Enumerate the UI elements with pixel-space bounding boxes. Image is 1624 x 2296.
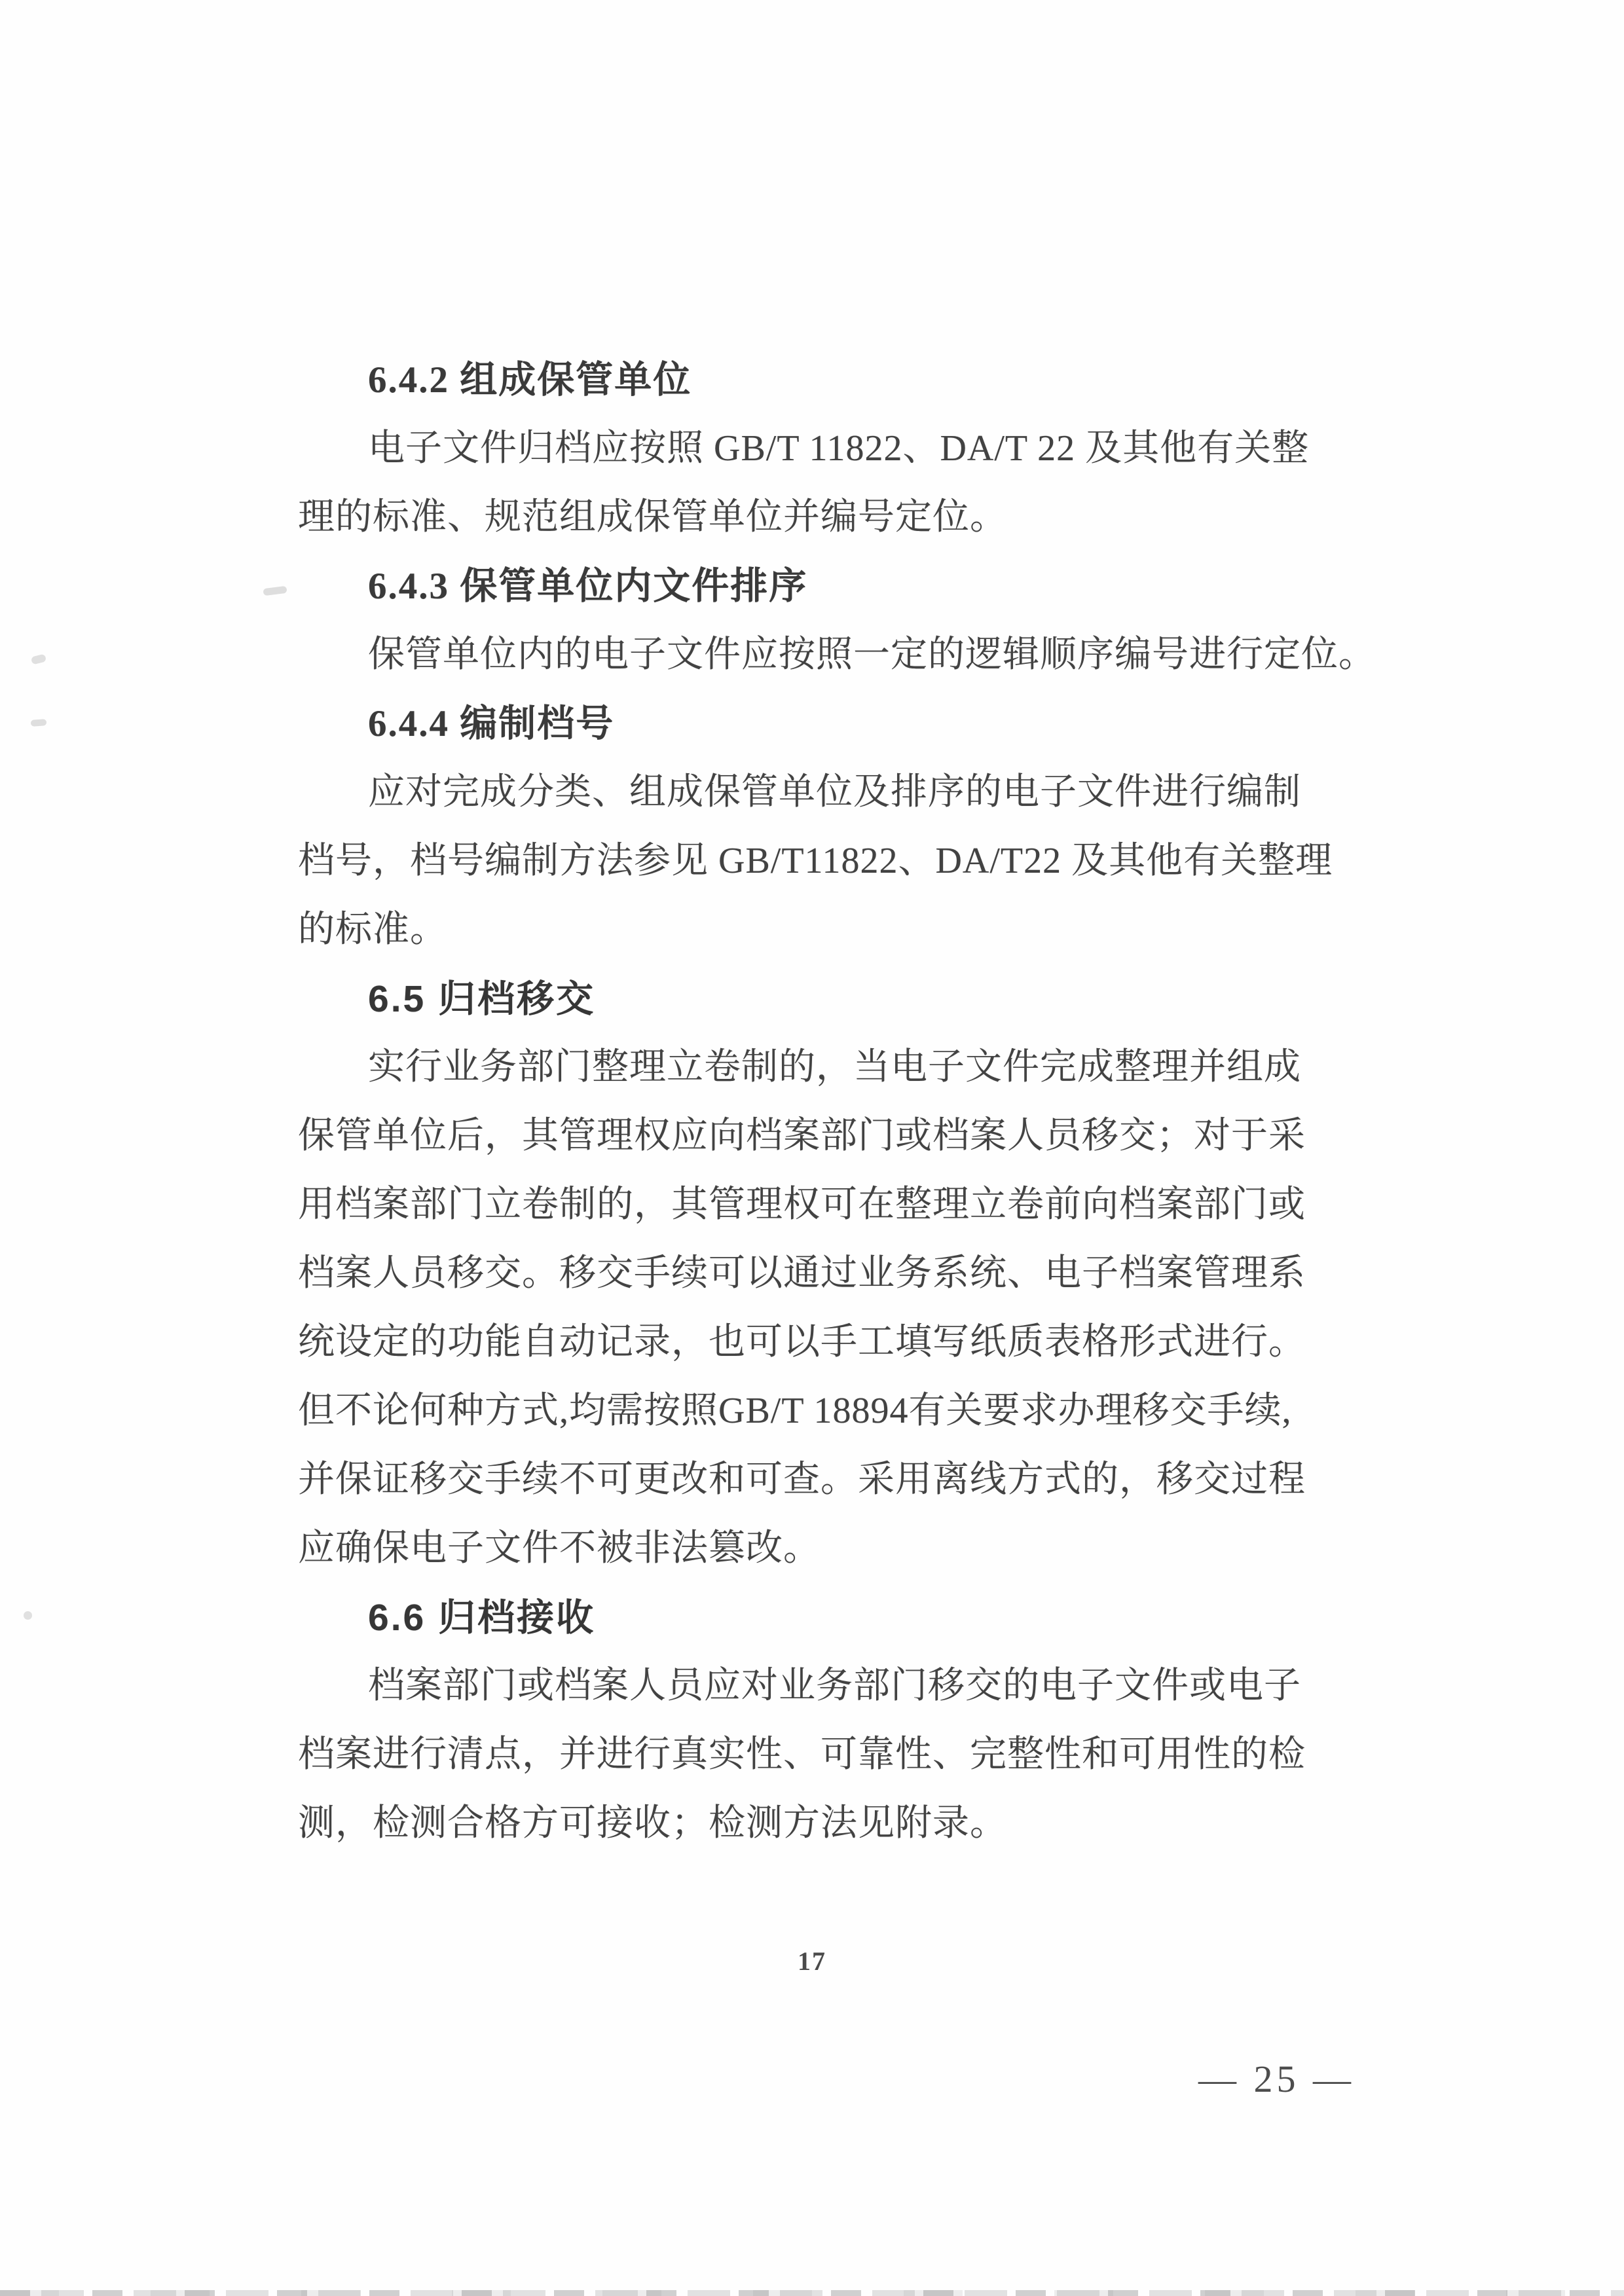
next-page-bleed-strip [0, 2290, 1624, 2296]
text-line: 测，检测合格方可接收；检测方法见附录。 [298, 1803, 1007, 1844]
scan-speck [31, 654, 46, 665]
text-line: 的标准。 [298, 909, 447, 950]
text-line: 档案部门或档案人员应对业务部门移交的电子文件或电子 [368, 1666, 1301, 1706]
section-heading: 6.4.3 保管单位内文件排序 [368, 566, 808, 607]
text-line: 应确保电子文件不被非法篡改。 [298, 1528, 821, 1569]
text-line: 但不论何种方式,均需按照GB/T 18894有关要求办理移交手续, [298, 1391, 1292, 1431]
text-line: 实行业务部门整理立卷制的，当电子文件完成整理并组成 [368, 1047, 1301, 1087]
scan-speck [24, 1611, 32, 1620]
text-line: 用档案部门立卷制的，其管理权可在整理立卷前向档案部门或 [298, 1184, 1306, 1225]
scan-speck [31, 719, 47, 727]
scan-speck [263, 586, 287, 596]
text-line: 档号，档号编制方法参见 GB/T11822、DA/T22 及其他有关整理 [298, 841, 1333, 881]
text-line: 档案人员移交。移交手续可以通过业务系统、电子档案管理系 [298, 1253, 1306, 1294]
page-number: — 25 — [1198, 2058, 1355, 2100]
section-heading: 6.5 归档移交 [368, 978, 596, 1020]
section-heading: 6.6 归档接收 [368, 1597, 596, 1639]
text-line: 理的标准、规范组成保管单位并编号定位。 [298, 497, 1007, 538]
section-heading: 6.4.4 编制档号 [368, 703, 615, 744]
text-line: 并保证移交手续不可更改和可查。采用离线方式的，移交过程 [298, 1459, 1306, 1500]
text-line: 统设定的功能自动记录，也可以手工填写纸质表格形式进行。 [298, 1322, 1306, 1362]
sheet-number: 17 [798, 1946, 826, 1976]
text-line: 电子文件归档应按照 GB/T 11822、DA/T 22 及其他有关整 [368, 428, 1310, 469]
text-line: 档案进行清点，并进行真实性、可靠性、完整性和可用性的检 [298, 1734, 1306, 1775]
text-line: 保管单位后，其管理权应向档案部门或档案人员移交；对于采 [298, 1116, 1306, 1156]
text-line: 应对完成分类、组成保管单位及排序的电子文件进行编制 [368, 772, 1301, 812]
text-line: 保管单位内的电子文件应按照一定的逻辑顺序编号进行定位。 [368, 634, 1376, 675]
section-heading: 6.4.2 组成保管单位 [368, 359, 692, 401]
